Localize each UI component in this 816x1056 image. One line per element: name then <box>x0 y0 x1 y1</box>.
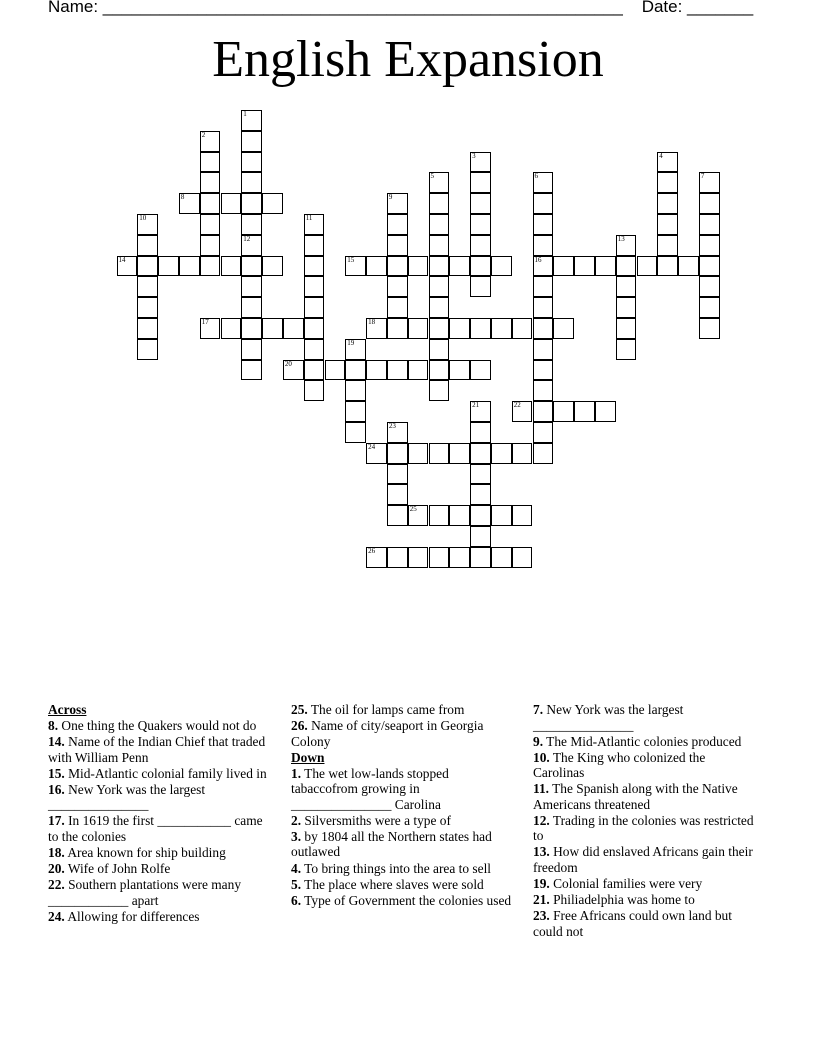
crossword-cell[interactable] <box>470 360 491 381</box>
crossword-cell[interactable] <box>533 235 554 256</box>
clue-text: Allowing for differences <box>64 908 200 924</box>
clue-text: by 1804 all the Northern states had outlawed <box>291 828 492 860</box>
clue-number-label: 22. <box>48 877 65 893</box>
clue-number-label: 6. <box>291 892 302 908</box>
crossword-cell[interactable] <box>241 276 262 297</box>
crossword-cell[interactable] <box>616 276 637 297</box>
crossword-cell[interactable] <box>408 360 429 381</box>
clue-number-label: 20. <box>48 861 65 877</box>
clue-number-label: 2. <box>291 812 302 828</box>
clue-text: Area known for ship building <box>64 845 226 861</box>
clue-number-label: 4. <box>291 860 302 876</box>
crossword-cell[interactable] <box>553 256 574 277</box>
crossword-cell[interactable] <box>387 297 408 318</box>
crossword-cell[interactable] <box>137 235 158 256</box>
crossword-cell[interactable] <box>553 401 574 422</box>
crossword-cell[interactable] <box>657 193 678 214</box>
clue-number-label: 14. <box>48 734 65 750</box>
clue-number: 4 <box>659 151 663 160</box>
clue-text: The place where slaves were sold <box>301 876 484 892</box>
crossword-cell[interactable] <box>449 547 470 568</box>
crossword-cell[interactable] <box>533 256 554 277</box>
crossword-cell[interactable] <box>699 214 720 235</box>
crossword-cell[interactable] <box>470 172 491 193</box>
clue-item <box>533 734 755 750</box>
crossword-cell[interactable] <box>304 214 325 235</box>
clue-number: 17 <box>201 318 209 326</box>
clue-text: Southern plantations were many ____________ apart <box>48 877 242 908</box>
crossword-cell[interactable] <box>657 152 678 173</box>
crossword-cell[interactable] <box>387 214 408 235</box>
clue-item <box>291 718 513 749</box>
crossword-cell[interactable] <box>345 256 366 277</box>
crossword-cell[interactable] <box>241 339 262 360</box>
clue-number-label: 3. <box>291 828 302 844</box>
crossword-cell[interactable] <box>533 401 554 422</box>
crossword-cell[interactable] <box>699 318 720 339</box>
clue-item <box>48 766 270 782</box>
crossword-cell[interactable] <box>241 152 262 173</box>
crossword-cell[interactable] <box>366 360 387 381</box>
crossword-cell[interactable] <box>429 339 450 360</box>
clue-number-label: 1. <box>291 765 302 781</box>
clue-text: Colonial families were very <box>549 876 703 892</box>
crossword-cell[interactable] <box>241 256 262 277</box>
crossword-cell[interactable] <box>533 339 554 360</box>
clue-item <box>533 813 755 844</box>
crossword-cell[interactable] <box>345 401 366 422</box>
crossword-cell[interactable] <box>179 256 200 277</box>
crossword-cell[interactable] <box>470 235 491 256</box>
clue-number: 12 <box>243 234 251 243</box>
clue-number: 10 <box>139 214 147 222</box>
clues-column-3 <box>533 702 755 940</box>
clues-column-1 <box>48 702 270 925</box>
crossword-cell[interactable] <box>241 193 262 214</box>
clue-section-heading: Down <box>291 749 325 765</box>
clue-number: 20 <box>284 359 292 368</box>
clue-number: 23 <box>388 422 396 430</box>
clue-number-label: 12. <box>533 812 550 828</box>
crossword-cell[interactable] <box>533 380 554 401</box>
clue-item <box>291 829 513 860</box>
clue-number-label: 18. <box>48 845 65 861</box>
crossword-cell[interactable] <box>429 256 450 277</box>
clue-text: Philiadelphia was home to <box>549 892 695 908</box>
crossword-cell[interactable] <box>699 193 720 214</box>
clue-text: One thing the Quakers would not do <box>58 718 257 734</box>
clue-number-label: 19. <box>533 876 550 892</box>
clue-text: The Spanish along with the Native Americans threatened <box>533 781 738 812</box>
crossword-cell[interactable] <box>657 256 678 277</box>
crossword-cell[interactable] <box>657 235 678 256</box>
crossword-cell[interactable] <box>387 547 408 568</box>
crossword-cell[interactable] <box>470 276 491 297</box>
crossword-cell[interactable] <box>429 360 450 381</box>
crossword-cell[interactable] <box>262 193 283 214</box>
page-title: English Expansion <box>212 31 604 88</box>
clue-text: The wet low-lands stopped tabaccofrom growing in _______________ Carolina <box>291 765 449 812</box>
crossword-cell[interactable] <box>200 235 221 256</box>
clue-item <box>48 861 270 877</box>
clue-item <box>291 766 513 813</box>
clue-number-label: 23. <box>533 908 550 924</box>
crossword-cell[interactable] <box>616 235 637 256</box>
clue-item <box>48 813 270 844</box>
clue-item <box>48 718 270 734</box>
clue-item <box>48 845 270 861</box>
crossword-cell[interactable] <box>345 380 366 401</box>
crossword-cell[interactable] <box>512 547 533 568</box>
crossword-cell[interactable] <box>470 193 491 214</box>
crossword-cell[interactable] <box>117 256 138 277</box>
clue-text: To bring things into the area to sell <box>301 860 492 876</box>
crossword-cell[interactable] <box>470 547 491 568</box>
clue-number-label: 7. <box>533 702 544 717</box>
clue-number-label: 25. <box>291 702 308 717</box>
crossword-cell[interactable] <box>387 422 408 443</box>
crossword-cell[interactable] <box>470 526 491 547</box>
crossword-cell[interactable] <box>595 256 616 277</box>
clue-text: Wife of John Rolfe <box>64 861 171 877</box>
crossword-cell[interactable] <box>533 172 554 193</box>
crossword-cell[interactable] <box>304 256 325 277</box>
crossword-cell[interactable] <box>304 235 325 256</box>
clue-number-label: 10. <box>533 749 550 765</box>
crossword-cell[interactable] <box>304 360 325 381</box>
clue-item <box>533 876 755 892</box>
clue-item <box>291 702 513 718</box>
clue-number: 6 <box>534 172 538 181</box>
clue-item <box>48 734 270 765</box>
crossword-cell[interactable] <box>158 256 179 277</box>
crossword-cell[interactable] <box>449 256 470 277</box>
crossword-cell[interactable] <box>137 214 158 235</box>
crossword-cell[interactable] <box>137 256 158 277</box>
crossword-cell[interactable] <box>241 214 262 235</box>
crossword-cell[interactable] <box>200 131 221 152</box>
crossword-cell[interactable] <box>533 360 554 381</box>
crossword-cell[interactable] <box>429 214 450 235</box>
crossword-cell[interactable] <box>408 505 429 526</box>
crossword-cell[interactable] <box>408 443 429 464</box>
clue-number-label: 21. <box>533 892 550 908</box>
crossword-cell[interactable] <box>179 193 200 214</box>
crossword-cell[interactable] <box>470 484 491 505</box>
crossword-cell[interactable] <box>137 297 158 318</box>
crossword-cell[interactable] <box>387 505 408 526</box>
crossword-cell[interactable] <box>616 339 637 360</box>
clue-text: Type of Government the colonies used <box>301 892 512 908</box>
crossword-cell[interactable] <box>449 360 470 381</box>
crossword-cell[interactable] <box>512 318 533 339</box>
crossword-cell[interactable] <box>595 401 616 422</box>
clue-number: 15 <box>347 255 355 264</box>
clue-number: 11 <box>305 214 313 222</box>
crossword-cell[interactable] <box>325 360 346 381</box>
crossword-cell[interactable] <box>345 339 366 360</box>
clue-number: 22 <box>513 401 521 410</box>
crossword-cell[interactable] <box>699 276 720 297</box>
crossword-cell[interactable] <box>470 443 491 464</box>
clue-number: 5 <box>430 172 434 181</box>
crossword-cell[interactable] <box>449 443 470 464</box>
clue-number: 1 <box>243 110 247 118</box>
crossword-cell[interactable] <box>699 297 720 318</box>
crossword-cell[interactable] <box>429 172 450 193</box>
crossword-cell[interactable] <box>304 339 325 360</box>
clue-item <box>48 909 270 925</box>
crossword-cell[interactable] <box>387 360 408 381</box>
clue-number-label: 13. <box>533 844 550 860</box>
clue-text: New York was the largest _______________ <box>533 702 684 733</box>
crossword-cell[interactable] <box>408 256 429 277</box>
crossword-cell[interactable] <box>574 401 595 422</box>
crossword-cell[interactable] <box>533 214 554 235</box>
crossword-cell[interactable] <box>491 256 512 277</box>
crossword-cell[interactable] <box>512 443 533 464</box>
crossword-cell[interactable] <box>616 256 637 277</box>
clue-item <box>533 892 755 908</box>
crossword-cell[interactable] <box>616 297 637 318</box>
crossword-cell[interactable] <box>387 484 408 505</box>
crossword-cell[interactable] <box>637 256 658 277</box>
crossword-cell[interactable] <box>616 318 637 339</box>
crossword-cell[interactable] <box>387 318 408 339</box>
crossword-cell[interactable] <box>533 193 554 214</box>
clue-number-label: 26. <box>291 718 308 734</box>
crossword-cell[interactable] <box>387 235 408 256</box>
clues-column-2 <box>291 702 513 909</box>
crossword-cell[interactable] <box>553 318 574 339</box>
clue-text: The King who colonized the Carolinas <box>533 749 706 781</box>
clue-section-heading: Across <box>48 702 87 717</box>
clue-item <box>48 877 270 908</box>
clue-item <box>291 861 513 877</box>
clue-text: Name of the Indian Chief that traded with William Penn <box>48 734 266 765</box>
crossword-cell[interactable] <box>366 547 387 568</box>
crossword-cell[interactable] <box>657 172 678 193</box>
crossword-cell[interactable] <box>387 256 408 277</box>
clue-number: 26 <box>368 546 376 555</box>
clue-text: In 1619 the first ___________ came to the colonies <box>48 813 263 844</box>
crossword-cell[interactable] <box>449 505 470 526</box>
crossword-cell[interactable] <box>387 193 408 214</box>
crossword-cell[interactable] <box>304 380 325 401</box>
crossword-cell[interactable] <box>470 214 491 235</box>
clue-item <box>291 893 513 909</box>
crossword-cell[interactable] <box>137 339 158 360</box>
crossword-cell[interactable] <box>533 276 554 297</box>
clue-number-label: 9. <box>533 733 544 749</box>
crossword-cell[interactable] <box>304 276 325 297</box>
clue-item <box>533 908 755 939</box>
crossword-cell[interactable] <box>137 318 158 339</box>
clue-number-label: 5. <box>291 876 302 892</box>
crossword-cell[interactable] <box>678 256 699 277</box>
name-date-line: Name: _______________________________________________________ Date: _______ <box>48 0 754 16</box>
clue-number: 24 <box>368 442 376 451</box>
crossword-cell[interactable] <box>699 256 720 277</box>
clue-text: Trading in the colonies was restricted to <box>533 812 754 844</box>
crossword-cell[interactable] <box>408 318 429 339</box>
crossword-cell[interactable] <box>241 172 262 193</box>
crossword-cell[interactable] <box>491 505 512 526</box>
crossword-cell[interactable] <box>241 235 262 256</box>
crossword-cell[interactable] <box>533 297 554 318</box>
crossword-cell[interactable] <box>657 214 678 235</box>
crossword-cell[interactable] <box>304 297 325 318</box>
crossword-cell[interactable] <box>345 360 366 381</box>
crossword-cell[interactable] <box>470 464 491 485</box>
clue-number: 21 <box>472 401 480 410</box>
clue-number: 8 <box>180 193 185 202</box>
crossword-cell[interactable] <box>533 422 554 443</box>
crossword-cell[interactable] <box>366 443 387 464</box>
crossword-cell[interactable] <box>200 172 221 193</box>
crossword-cell[interactable] <box>283 360 304 381</box>
clue-number-label: 16. <box>48 781 65 797</box>
crossword-cell[interactable] <box>221 318 242 339</box>
crossword-cell[interactable] <box>574 256 595 277</box>
crossword-cell[interactable] <box>512 505 533 526</box>
clue-number-label: 11. <box>533 781 549 797</box>
crossword-cell[interactable] <box>470 152 491 173</box>
crossword-cell[interactable] <box>429 443 450 464</box>
crossword-cell[interactable] <box>200 152 221 173</box>
clue-number: 18 <box>368 318 376 326</box>
clue-number: 7 <box>700 172 705 181</box>
clue-number: 3 <box>472 151 476 160</box>
crossword-cell[interactable] <box>429 547 450 568</box>
crossword-cell[interactable] <box>221 256 242 277</box>
clue-item <box>533 781 755 812</box>
crossword-cell[interactable] <box>470 318 491 339</box>
clue-item <box>533 844 755 875</box>
crossword-cell[interactable] <box>429 235 450 256</box>
crossword-cell[interactable] <box>429 505 450 526</box>
clue-number: 19 <box>347 338 355 347</box>
crossword-cell[interactable] <box>429 193 450 214</box>
crossword-cell[interactable] <box>241 318 262 339</box>
clue-number: 16 <box>534 255 542 264</box>
clue-text: Free Africans could own land but could not <box>533 908 732 939</box>
crossword-cell[interactable] <box>241 297 262 318</box>
crossword-cell[interactable] <box>200 318 221 339</box>
crossword-cell[interactable] <box>221 193 242 214</box>
clue-item <box>533 702 755 733</box>
clue-item <box>291 877 513 893</box>
crossword-cell[interactable] <box>512 401 533 422</box>
crossword-cell[interactable] <box>366 256 387 277</box>
crossword-cell[interactable] <box>533 443 554 464</box>
crossword-cell[interactable] <box>449 318 470 339</box>
crossword-cell[interactable] <box>200 214 221 235</box>
clue-number: 25 <box>409 505 417 514</box>
crossword-cell[interactable] <box>491 318 512 339</box>
crossword-cell[interactable] <box>283 318 304 339</box>
crossword-cell[interactable] <box>200 256 221 277</box>
crossword-cell[interactable] <box>304 318 325 339</box>
crossword-cell[interactable] <box>470 401 491 422</box>
clue-number: 14 <box>118 255 126 264</box>
crossword-cell[interactable] <box>429 276 450 297</box>
crossword-cell[interactable] <box>470 505 491 526</box>
crossword-cell[interactable] <box>345 422 366 443</box>
clue-text: Name of city/seaport in Georgia Colony <box>291 718 484 749</box>
crossword-cell[interactable] <box>491 547 512 568</box>
crossword-cell[interactable] <box>470 256 491 277</box>
clue-number-label: 17. <box>48 813 65 829</box>
clue-text: Mid-Atlantic colonial family lived in <box>64 765 267 781</box>
clue-number-label: 15. <box>48 765 65 781</box>
crossword-cell[interactable] <box>137 276 158 297</box>
clue-text: The Mid-Atlantic colonies produced <box>543 733 742 749</box>
clue-number: 13 <box>617 234 625 243</box>
crossword-cell[interactable] <box>200 193 221 214</box>
clue-number-label: 24. <box>48 908 65 924</box>
crossword-cell[interactable] <box>470 422 491 443</box>
clue-item <box>533 750 755 781</box>
clue-item <box>48 782 270 813</box>
crossword-cell[interactable] <box>699 235 720 256</box>
crossword-cell[interactable] <box>408 547 429 568</box>
crossword-cell[interactable] <box>699 172 720 193</box>
crossword-cell[interactable] <box>241 131 262 152</box>
crossword-cell[interactable] <box>387 443 408 464</box>
clue-text: How did enslaved Africans gain their freedom <box>533 844 753 875</box>
crossword-cell[interactable] <box>241 360 262 381</box>
clue-number: 9 <box>388 193 393 202</box>
crossword-cell[interactable] <box>491 443 512 464</box>
crossword-cell[interactable] <box>241 110 262 131</box>
crossword-cell[interactable] <box>262 256 283 277</box>
clue-number-label: 8. <box>48 718 59 734</box>
crossword-cell[interactable] <box>387 276 408 297</box>
crossword-cell[interactable] <box>429 318 450 339</box>
clue-text: Silversmiths were a type of <box>301 812 451 828</box>
clue-text: The oil for lamps came from <box>307 702 465 717</box>
crossword-cell[interactable] <box>366 318 387 339</box>
crossword-cell[interactable] <box>262 318 283 339</box>
crossword-cell[interactable] <box>533 318 554 339</box>
clue-number: 2 <box>201 130 206 139</box>
crossword-cell[interactable] <box>429 297 450 318</box>
clue-item <box>291 813 513 829</box>
clue-text: New York was the largest _______________ <box>48 781 206 813</box>
crossword-cell[interactable] <box>387 464 408 485</box>
crossword-cell[interactable] <box>429 380 450 401</box>
